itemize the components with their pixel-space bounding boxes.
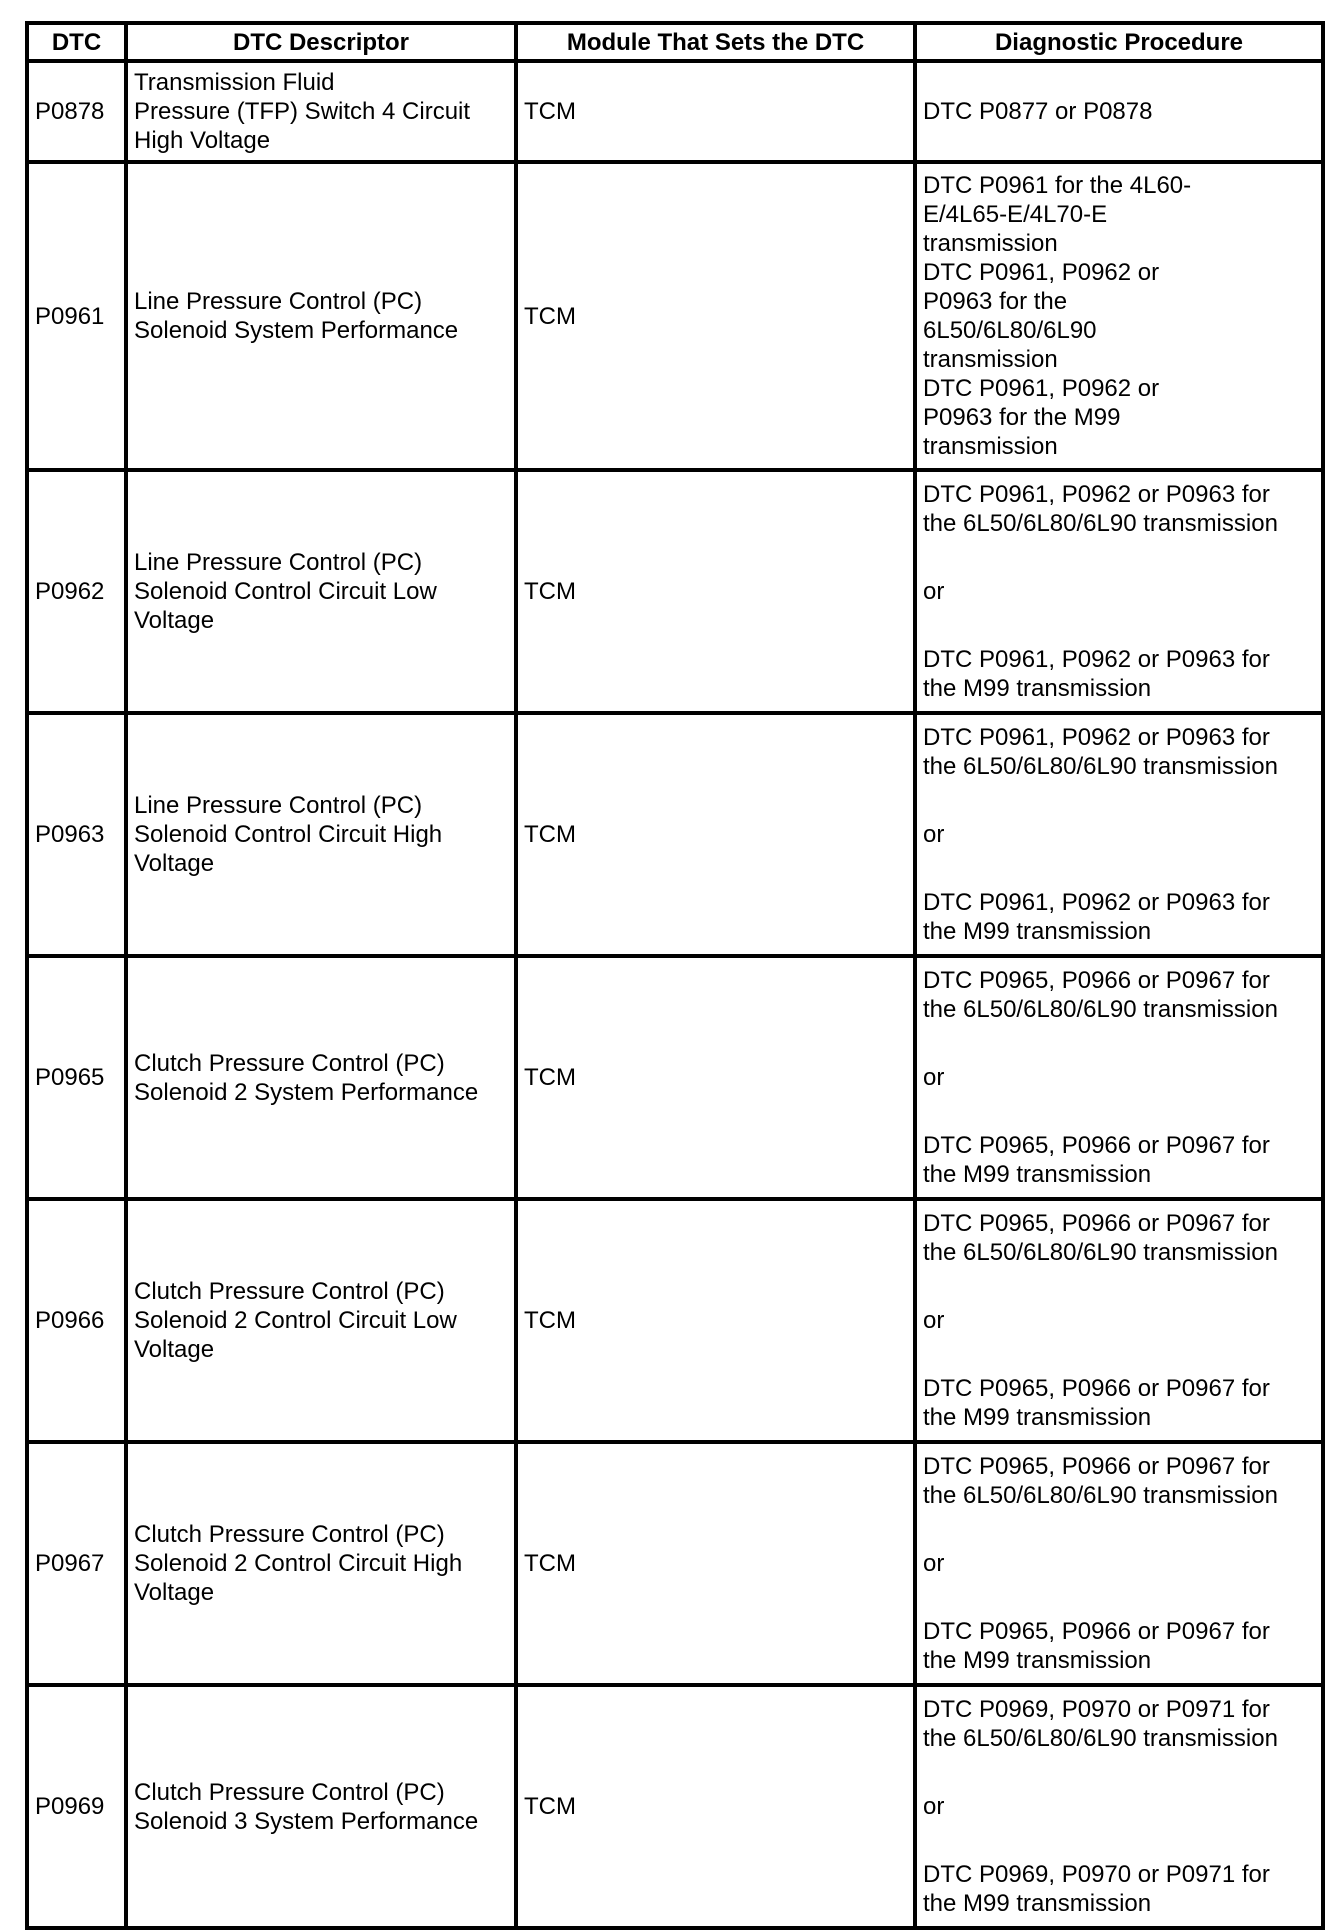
- descriptor-line: High Voltage: [134, 127, 271, 154]
- descriptor-line: Solenoid 2 System Performance: [134, 1078, 479, 1106]
- procedure-spacer: [923, 1578, 1315, 1617]
- procedure-line: the 6L50/6L80/6L90 transmission: [923, 753, 1278, 780]
- procedure-line: P0963 for the: [923, 288, 1068, 315]
- table-row: [27, 713, 1323, 956]
- procedure-line: or: [923, 821, 945, 848]
- procedure-line: DTC P0961, P0962 or: [923, 375, 1160, 402]
- module-cell: TCM: [516, 1199, 915, 1442]
- procedure-line: 6L50/6L80/6L90: [923, 317, 1097, 344]
- dtc-code-cell: P0878: [27, 61, 126, 162]
- procedure-line: the M99 transmission: [923, 918, 1152, 945]
- procedure-line: or: [923, 578, 945, 605]
- dtc-code-cell: P0962: [27, 470, 126, 713]
- procedure-line: DTC P0965, P0966 or P0967 for: [923, 1453, 1270, 1480]
- procedure-line: DTC P0965, P0966 or P0967 for: [923, 1132, 1270, 1159]
- procedure-line: DTC P0961 for the 4L60-: [923, 172, 1192, 199]
- procedure-line: transmission: [923, 433, 1058, 460]
- descriptor-line: Voltage: [134, 1336, 215, 1363]
- dtc-descriptor-cell: [126, 162, 516, 470]
- dtc-table: [25, 21, 1325, 1930]
- procedure-line: the 6L50/6L80/6L90 transmission: [923, 510, 1278, 537]
- procedure-line: DTC P0961, P0962 or P0963 for: [923, 481, 1270, 508]
- descriptor-line: Line Pressure Control (PC): [134, 792, 423, 819]
- diagnostic-procedure-cell: [915, 956, 1323, 1199]
- procedure-line: DTC P0965, P0966 or P0967 for: [923, 1375, 1270, 1402]
- dtc-code-cell: P0966: [27, 1199, 126, 1442]
- procedure-line: DTC P0961, P0962 or P0963 for: [923, 646, 1270, 673]
- descriptor-line: Pressure (TFP) Switch 4 Circuit: [134, 98, 471, 125]
- table-row: [27, 1442, 1323, 1685]
- module-cell: TCM: [516, 470, 915, 713]
- procedure-line: transmission: [923, 230, 1058, 257]
- procedure-line: DTC P0961, P0962 or P0963 for: [923, 724, 1270, 751]
- dtc-descriptor-cell: [126, 713, 516, 956]
- dtc-descriptor-cell: [126, 1199, 516, 1442]
- procedure-line: DTC P0965, P0966 or P0967 for: [923, 967, 1270, 994]
- diagnostic-procedure-cell: [915, 713, 1323, 956]
- header-module: Module That Sets the DTC: [516, 23, 915, 61]
- table-row: [27, 162, 1323, 470]
- procedure-spacer: [923, 781, 1315, 820]
- dtc-descriptor-cell: [126, 1685, 516, 1928]
- table-row: [27, 61, 1323, 162]
- diagnostic-procedure-cell: [915, 1685, 1323, 1928]
- table-row: [27, 1199, 1323, 1442]
- descriptor-line: Voltage: [134, 1579, 215, 1606]
- dtc-descriptor-cell: [126, 1442, 516, 1685]
- module-cell: TCM: [516, 713, 915, 956]
- diagnostic-procedure-cell: [915, 1442, 1323, 1685]
- descriptor-line: Solenoid 2 Control Circuit Low: [134, 1307, 457, 1334]
- procedure-spacer: [923, 1335, 1315, 1374]
- header-dtc: DTC: [27, 23, 126, 61]
- diagnostic-procedure-cell: [915, 1199, 1323, 1442]
- procedure-line: or: [923, 1550, 945, 1577]
- dtc-code-cell: P0963: [27, 713, 126, 956]
- dtc-code-cell: P0969: [27, 1685, 126, 1928]
- diagnostic-procedure-cell: [915, 162, 1323, 470]
- header-procedure: Diagnostic Procedure: [915, 23, 1323, 61]
- descriptor-line: Solenoid Control Circuit Low: [134, 578, 437, 605]
- dtc-descriptor-cell: [126, 61, 516, 162]
- descriptor-line: Line Pressure Control (PC): [134, 549, 423, 576]
- procedure-spacer: [923, 1510, 1315, 1549]
- procedure-line: DTC P0961, P0962 or P0963 for: [923, 889, 1270, 916]
- descriptor-line: Solenoid Control Circuit High: [134, 821, 443, 848]
- procedure-spacer: [923, 538, 1315, 577]
- procedure-spacer: [923, 1821, 1315, 1860]
- module-cell: TCM: [516, 162, 915, 470]
- descriptor-line: Voltage: [134, 850, 215, 877]
- table-body: [27, 61, 1323, 1928]
- descriptor-line: Clutch Pressure Control (PC): [134, 1278, 445, 1305]
- dtc-code-cell: P0967: [27, 1442, 126, 1685]
- header-descriptor: DTC Descriptor: [126, 23, 516, 61]
- procedure-line: the M99 transmission: [923, 1161, 1152, 1188]
- module-cell: TCM: [516, 61, 915, 162]
- procedure-line: the 6L50/6L80/6L90 transmission: [923, 1239, 1278, 1266]
- procedure-line: transmission: [923, 346, 1058, 373]
- procedure-line: DTC P0969, P0970 or P0971 for: [923, 1696, 1270, 1723]
- procedure-line: or: [923, 1793, 945, 1820]
- procedure-line: or: [923, 1307, 945, 1334]
- procedure-line: the M99 transmission: [923, 675, 1152, 702]
- procedure-line: E/4L65-E/4L70-E: [923, 201, 1108, 228]
- descriptor-line: Clutch Pressure Control (PC): [134, 1049, 445, 1077]
- descriptor-line: Solenoid 3 System Performance: [134, 1807, 479, 1835]
- procedure-line: DTC P0965, P0966 or P0967 for: [923, 1210, 1270, 1237]
- descriptor-line: Voltage: [134, 607, 215, 634]
- module-cell: TCM: [516, 1685, 915, 1928]
- module-cell: TCM: [516, 956, 915, 1199]
- procedure-line: DTC P0961, P0962 or: [923, 259, 1160, 286]
- table-row: [27, 956, 1323, 1199]
- procedure-line: DTC P0969, P0970 or P0971 for: [923, 1861, 1270, 1888]
- procedure-spacer: [923, 1092, 1315, 1131]
- procedure-line: the 6L50/6L80/6L90 transmission: [923, 1725, 1278, 1752]
- descriptor-line: Solenoid 2 Control Circuit High: [134, 1550, 463, 1577]
- dtc-descriptor-cell: [126, 470, 516, 713]
- descriptor-line: Clutch Pressure Control (PC): [134, 1778, 445, 1806]
- procedure-line: the 6L50/6L80/6L90 transmission: [923, 996, 1278, 1023]
- descriptor-line: Clutch Pressure Control (PC): [134, 1521, 445, 1548]
- dtc-code-cell: P0961: [27, 162, 126, 470]
- procedure-line: DTC P0877 or P0878: [923, 98, 1153, 125]
- procedure-spacer: [923, 849, 1315, 888]
- descriptor-line: Line Pressure Control (PC): [134, 288, 423, 315]
- procedure-spacer: [923, 606, 1315, 645]
- descriptor-line: Transmission Fluid: [134, 69, 335, 96]
- procedure-line: the M99 transmission: [923, 1647, 1152, 1674]
- descriptor-line: Solenoid System Performance: [134, 317, 459, 344]
- header-row: [27, 23, 1323, 61]
- procedure-line: the M99 transmission: [923, 1404, 1152, 1431]
- procedure-line: the 6L50/6L80/6L90 transmission: [923, 1482, 1278, 1509]
- table-row: [27, 1685, 1323, 1928]
- diagnostic-procedure-cell: [915, 470, 1323, 713]
- module-cell: TCM: [516, 1442, 915, 1685]
- procedure-spacer: [923, 1024, 1315, 1063]
- table-row: [27, 470, 1323, 713]
- table-header: [27, 23, 1323, 61]
- procedure-spacer: [923, 1267, 1315, 1306]
- procedure-spacer: [923, 1753, 1315, 1792]
- diagnostic-procedure-cell: [915, 61, 1323, 162]
- procedure-line: or: [923, 1064, 945, 1091]
- dtc-code-cell: P0965: [27, 956, 126, 1199]
- procedure-line: DTC P0965, P0966 or P0967 for: [923, 1618, 1270, 1645]
- dtc-descriptor-cell: [126, 956, 516, 1199]
- procedure-line: P0963 for the M99: [923, 404, 1121, 431]
- procedure-line: the M99 transmission: [923, 1890, 1152, 1917]
